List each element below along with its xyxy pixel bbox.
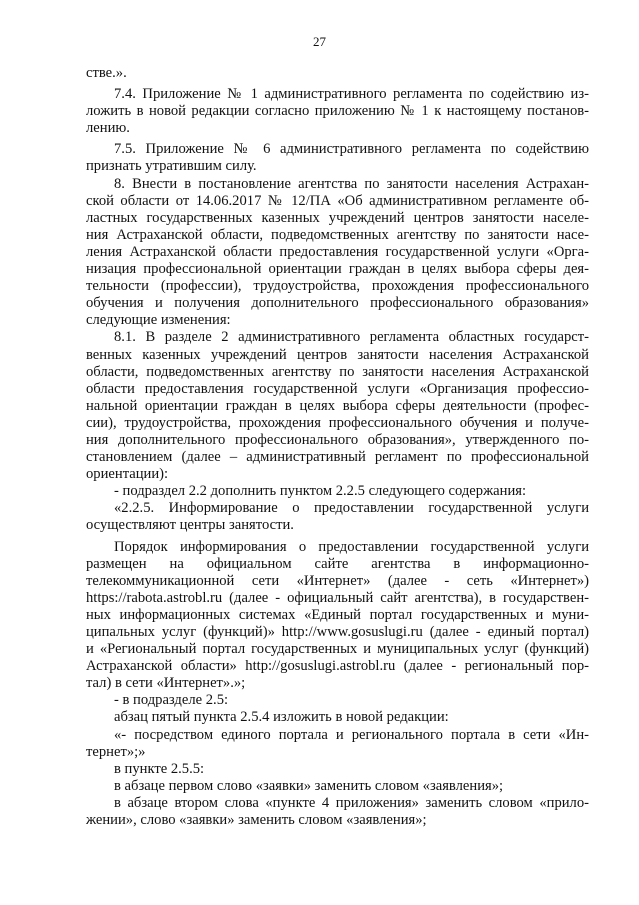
text-line: становлением (далее – административный регламент по профессиональной (86, 449, 589, 466)
text-line: телекоммуникационной сети «Интернет» (далее - сеть «Интернет») (86, 572, 589, 589)
text-line: ориентации): (86, 466, 169, 483)
text-line: тал) в сети «Интернет».»; (86, 675, 246, 692)
text-line: «- посредством единого портала и регионального портала в сети «Ин- (114, 726, 589, 743)
text-line: обучения и получения дополнительного профессионального образования» (86, 295, 589, 312)
text-line: осуществляют центры занятости. (86, 517, 294, 534)
text-line: абзац пятый пункта 2.5.4 изложить в новой редакции: (114, 709, 449, 726)
text-line: ных информационных системах «Единый портал государственных и муни- (86, 606, 589, 623)
page-number: 27 (313, 34, 326, 49)
text-line: 7.4. Приложение № 1 административного регламента по содействию из- (114, 86, 589, 103)
text-line: ложить в новой редакции согласно приложению № 1 к настоящему постанов- (86, 103, 589, 120)
text-line: ния дополнительного профессионального образования», утвержденного по- (86, 431, 589, 448)
text-line: ния Астраханской области, подведомственных агентству по занятости насе- (86, 226, 589, 243)
text-line: в абзаце первом слово «заявки» заменить словом «заявления»; (114, 777, 504, 794)
text-line: в пункте 2.5.5: (114, 760, 205, 777)
text-line: области предоставления государственной услуги «Организация профессио- (86, 380, 589, 397)
text-line: и «Региональный портал государственных и муниципальных услуг (функций) (86, 641, 589, 658)
text-line: - в подразделе 2.5: (114, 692, 229, 709)
text-line: в абзаце втором слова «пункте 4 приложения» заменить словом «прило- (114, 794, 589, 811)
text-line: ской области от 14.06.2017 № 12/ПА «Об административном регламенте об- (86, 192, 589, 209)
text-line: нальной ориентации граждан в целях выбора сферы деятельности (профес- (86, 397, 589, 414)
text-line: размещен на официальном сайте агентства в информационно- (86, 555, 589, 572)
text-line: ластных государственных казенных учреждений центров занятости населе- (86, 209, 589, 226)
text-line: жении», слово «заявки» заменить словом «заявления»; (86, 812, 427, 829)
text-line: «2.2.5. Информирование о предоставлении государственной услуги (114, 500, 589, 517)
text-line: 8. Внести в постановление агентства по занятости населения Астрахан- (114, 175, 589, 192)
text-line: тельности (профессии), трудоустройства, прохождения профессионального (86, 278, 589, 295)
text-line: https://rabota.astrobl.ru (далее - официальный сайт агентства), в государствен- (86, 589, 589, 606)
text-line: 8.1. В разделе 2 административного регламента областных государст- (114, 329, 589, 346)
text-line: венных казенных учреждений центров занятости населения Астраханской (86, 346, 589, 363)
text-line: сии), трудоустройства, прохождения профессионального обучения и получе- (86, 414, 589, 431)
text-line: 7.5. Приложение № 6 административного регламента по содействию (114, 141, 589, 158)
text-line: - подраздел 2.2 дополнить пунктом 2.2.5 следующего содержания: (114, 483, 527, 500)
text-line: лению. (86, 120, 130, 137)
text-line: низация профессиональной ориентации граждан в целях выбора сферы дея- (86, 261, 589, 278)
text-line: Порядок информирования о предоставлении государственной услуги (114, 538, 589, 555)
text-line: ципальных услуг (функций)» http://www.gosuslugi.ru (далее - единый портал) (86, 624, 589, 640)
document-body (86, 65, 589, 829)
text-line: признать утратившим силу. (86, 158, 257, 175)
text-line: следующие изменения: (86, 312, 231, 329)
text-line: тернет»;» (86, 743, 146, 760)
text-line: области, подведомственных агентству по занятости населения Астраханской (86, 363, 589, 380)
text-line: стве.». (86, 65, 127, 81)
text-line: ления Астраханской области предоставления государственной услуги «Орга- (86, 243, 589, 260)
text-line: Астраханской области» http://gosuslugi.astrobl.ru (далее - региональный пор- (86, 658, 589, 675)
